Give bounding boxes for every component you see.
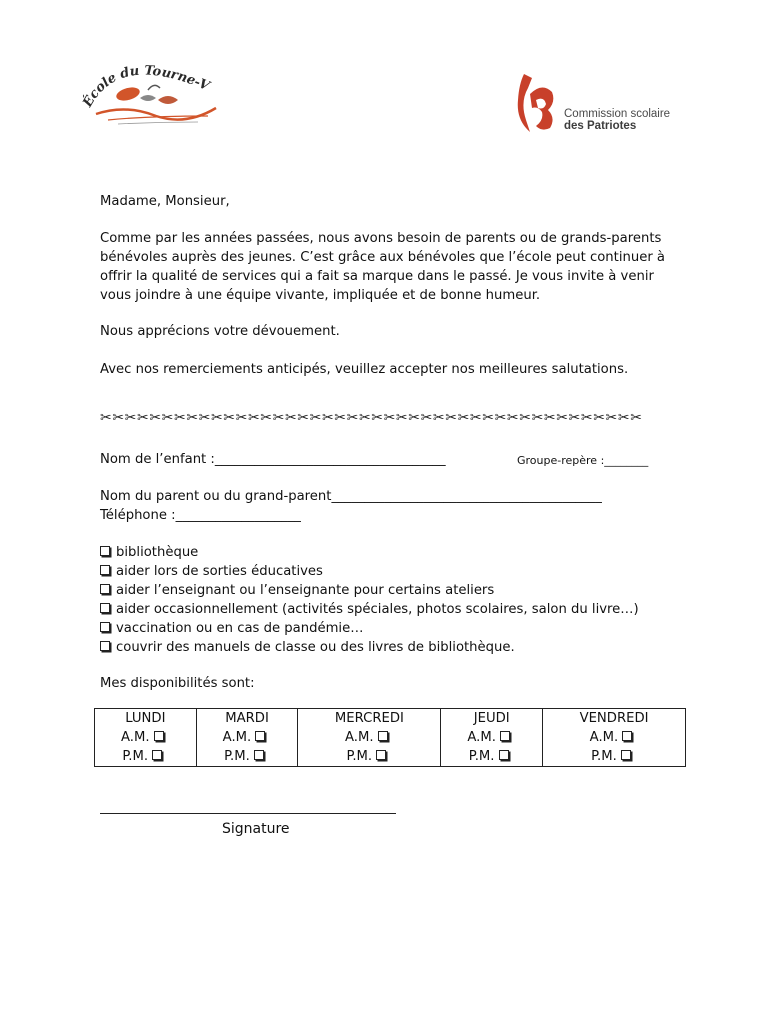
checkbox-icon[interactable] [100,641,110,651]
option-book-covering[interactable]: couvrir des manuels de classe ou des livres de bibliothèque. [100,638,639,657]
day-header: MARDI [196,709,298,729]
cut-line-scissors-icon: ✂✂✂✂✂✂✂✂✂✂✂✂✂✂✂✂✂✂✂✂✂✂✂✂✂✂✂✂✂✂✂✂✂✂✂✂✂✂✂✂✂✂✂✂ [100,410,643,426]
checkbox-icon[interactable] [100,584,110,594]
pm-cell[interactable]: P.M. [441,747,543,767]
am-cell[interactable]: A.M. [543,728,686,747]
paragraph-1-line: vous joindre à une équipe vivante, impliquée et de bonne humeur. [100,288,541,303]
signature-line[interactable] [100,813,396,814]
option-field-trips[interactable]: aider lors de sorties éducatives [100,562,639,581]
option-workshops[interactable]: aider l’enseignant ou l’enseignante pour certains ateliers [100,581,639,600]
am-cell[interactable]: A.M. [95,728,197,747]
option-vaccination[interactable]: vaccination ou en cas de pandémie… [100,619,639,638]
pm-cell[interactable]: P.M. [95,747,197,767]
checkbox-icon[interactable] [152,750,162,760]
paragraph-1 [100,229,665,305]
checkbox-icon[interactable] [376,750,386,760]
day-header: JEUDI [441,709,543,729]
am-cell[interactable]: A.M. [441,728,543,747]
day-header: LUNDI [95,709,197,729]
group-label: Groupe-repère :________ [517,454,649,467]
phone-field[interactable]: Téléphone :___________________ [100,508,301,523]
board-name-line2: des Patriotes [564,120,637,132]
paragraph-2: Nous apprécions votre dévouement. [100,324,340,339]
checkbox-icon[interactable] [100,565,110,575]
pm-cell[interactable]: P.M. [543,747,686,767]
am-cell[interactable]: A.M. [196,728,298,747]
day-header: MERCREDI [298,709,441,729]
day-header: VENDREDI [543,709,686,729]
parent-name-field[interactable]: Nom du parent ou du grand-parent_________________________________________ [100,489,602,504]
volunteer-options-list [100,543,639,657]
pm-cell[interactable]: P.M. [196,747,298,767]
paragraph-1-line: offrir la qualité de services qui a fait sa marque dans le passé. Je vous invite à venir [100,269,654,284]
group-field[interactable] [517,451,648,470]
paragraph-1-line: Comme par les années passées, nous avons besoin de parents ou de grands-parents [100,231,662,246]
greeting: Madame, Monsieur, [100,194,230,209]
checkbox-icon[interactable] [621,750,631,760]
child-name-field[interactable] [100,450,446,469]
am-cell[interactable]: A.M. [298,728,441,747]
patriotes-emblem-icon [514,72,558,134]
checkbox-icon[interactable] [499,750,509,760]
checkbox-icon[interactable] [154,731,164,741]
checkbox-icon[interactable] [255,731,265,741]
checkbox-icon[interactable] [100,546,110,556]
availability-table [94,708,686,767]
board-name-line1: Commission scolaire [564,108,671,120]
school-logo-text: École du Tourne-V [80,63,211,110]
child-name-label: Nom de l’enfant :___________________________________ [100,452,446,467]
checkbox-icon[interactable] [500,731,510,741]
option-occasional[interactable]: aider occasionnellement (activités spéciales, photos scolaires, salon du livre…) [100,600,639,619]
checkbox-icon[interactable] [100,603,110,613]
option-library[interactable]: bibliothèque [100,543,639,562]
school-board-logo [514,72,684,134]
pm-cell[interactable]: P.M. [298,747,441,767]
checkbox-icon[interactable] [254,750,264,760]
checkbox-icon[interactable] [378,731,388,741]
svg-text:École du Tourne-Vent [78,50,213,111]
paragraph-3: Avec nos remerciements anticipés, veuillez accepter nos meilleures salutations. [100,362,629,377]
checkbox-icon[interactable] [622,731,632,741]
checkbox-icon[interactable] [100,622,110,632]
school-logo [78,50,223,130]
availability-label: Mes disponibilités sont: [100,676,255,691]
paragraph-1-line: bénévoles auprès des jeunes. C’est grâce aux bénévoles que l’école peut continuer à [100,250,666,265]
signature-label: Signature [222,821,290,837]
